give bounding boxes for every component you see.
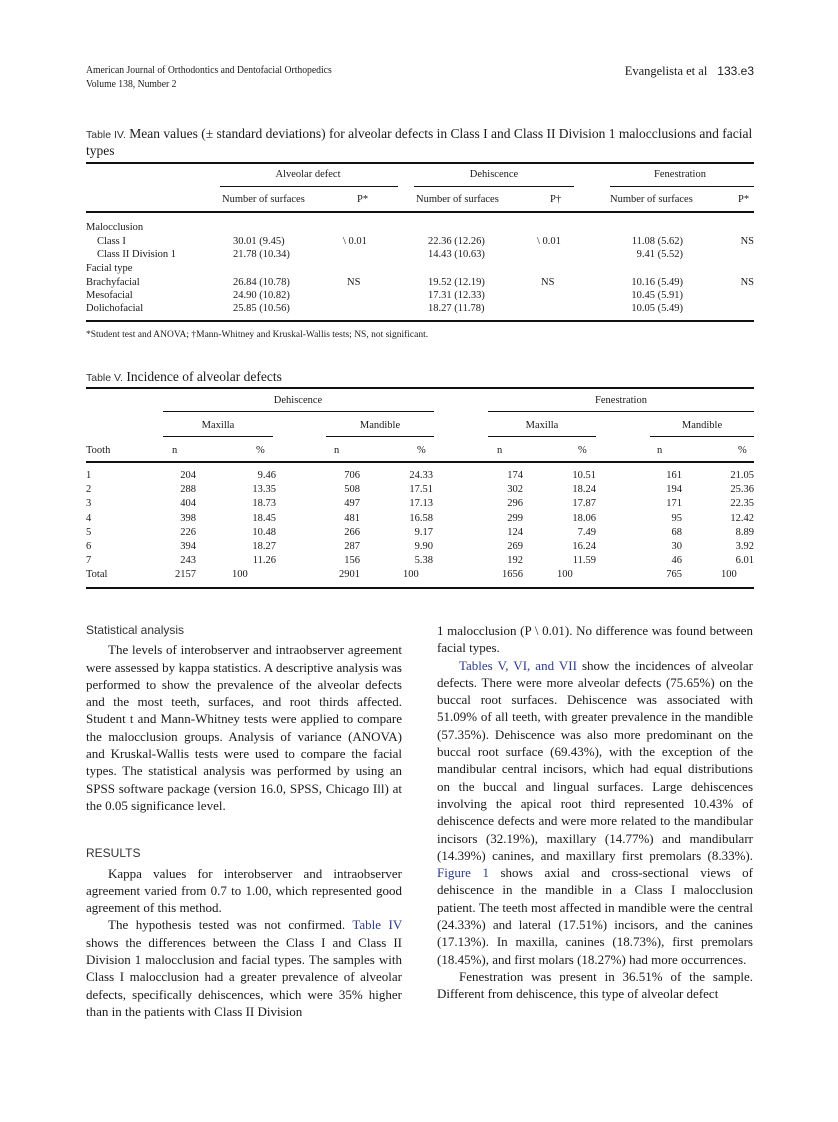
table5-cell: 8.89 bbox=[735, 526, 754, 538]
table5-cell: 204 bbox=[180, 470, 196, 481]
table5-cell: 30 bbox=[671, 541, 682, 552]
table5-cell: 9.17 bbox=[414, 526, 433, 538]
table5-col-header: n bbox=[172, 445, 178, 456]
table5-cell: 24.33 bbox=[409, 470, 433, 481]
table4-cell: 17.31 (12.33) bbox=[428, 290, 485, 301]
table5-row-label: Total bbox=[86, 569, 108, 581]
table4-row-label: Class II Division 1 bbox=[97, 249, 177, 260]
page-number: 133.e3 bbox=[717, 64, 754, 78]
text: show the incidences of alveolar defects. There were more alveolar defects (75.65%) on the buccal root surfaces. Dehiscence was associated with 51.09% of all teeth, with greater prevalence in the mandible (57.35%). Dehiscence was also more predominant on the buccal root surface (69.43%), with the exception of the mandibular central incisors, which had equal distributions on the buccal and lingual surfaces. Large dehiscences involving the apical root third represented 10.43% of dehiscence defects and were more related to the mandibular incisors (32.19%), maxillary (14.77%) and mandibularr (14.39%) canines, and maxillary first premolars (8.33%). bbox=[437, 657, 753, 863]
table5-subgroup: Maxilla bbox=[525, 420, 559, 431]
table5-header-rule bbox=[86, 461, 754, 463]
table5-cell: 288 bbox=[180, 484, 196, 496]
table5-cell: 18.45 bbox=[252, 512, 276, 524]
table5-cell: 95 bbox=[671, 512, 682, 524]
table4-cell: 19.52 (12.19) bbox=[428, 277, 485, 288]
table4-row-label: Class I bbox=[97, 236, 126, 247]
paragraph: Fenestration was present in 36.51% of the sample. Different from dehiscence, this type of alveolar defect bbox=[437, 968, 753, 1002]
left-column bbox=[86, 622, 402, 1020]
table5-cell: 17.13 bbox=[409, 498, 433, 510]
table4-row-label: Malocclusion bbox=[86, 222, 144, 233]
table5-row-label: 7 bbox=[86, 555, 92, 567]
section-heading-statistical-analysis: Statistical analysis bbox=[86, 623, 185, 637]
table5-col-header: % bbox=[738, 445, 747, 456]
paragraph bbox=[86, 916, 402, 1020]
table5-row-label: 1 bbox=[86, 470, 92, 481]
table5-cell: 100 bbox=[232, 569, 248, 581]
text: The hypothesis tested was not confirmed. bbox=[108, 917, 353, 933]
table5-col-header: n bbox=[657, 445, 663, 456]
table4-cell: 18.27 (11.78) bbox=[428, 303, 485, 314]
table5-cell: 9.46 bbox=[257, 470, 276, 481]
authors: Evangelista et al bbox=[624, 64, 708, 78]
running-header-left bbox=[86, 64, 332, 92]
table5-cell: 226 bbox=[180, 526, 196, 538]
table5-cell: 11.59 bbox=[572, 555, 596, 567]
table4-cell: 10.45 (5.91) bbox=[631, 290, 683, 301]
table4-header-rule bbox=[86, 211, 754, 213]
table5-col-header: % bbox=[578, 445, 587, 456]
table5-col-header: % bbox=[256, 445, 265, 456]
tables-v-vi-vii-link[interactable]: Tables V, VI, and VII bbox=[459, 657, 577, 673]
table4-footnote: *Student test and ANOVA; †Mann-Whitney and Kruskal-Wallis tests; NS, not significant. bbox=[86, 330, 429, 340]
table5-cell: 22.35 bbox=[730, 498, 754, 510]
journal-volume: Volume 138, Number 2 bbox=[86, 79, 177, 90]
table5-cell: 2901 bbox=[339, 569, 360, 581]
table4-cell: 24.90 (10.82) bbox=[233, 290, 290, 301]
table5-cell: 269 bbox=[507, 541, 523, 552]
table-iv-link[interactable]: Table IV bbox=[352, 917, 402, 933]
table5-row-header: Tooth bbox=[86, 445, 111, 456]
table5-col-header: % bbox=[417, 445, 426, 456]
table5-cell: 18.06 bbox=[572, 512, 596, 524]
table5-caption bbox=[86, 369, 758, 386]
table4-sub-header: P* bbox=[738, 194, 750, 205]
table5-subgroup: Maxilla bbox=[201, 420, 235, 431]
table4-row-label: Brachyfacial bbox=[86, 277, 140, 288]
paragraph bbox=[437, 657, 753, 968]
table5-subgroup: Mandible bbox=[681, 420, 723, 431]
table5-cell: 299 bbox=[507, 512, 523, 524]
table4-sub-header: Number of surfaces bbox=[610, 194, 693, 205]
table5-row-label: 5 bbox=[86, 526, 92, 538]
table4-cell: \ 0.01 bbox=[343, 236, 367, 247]
table5-cell: 100 bbox=[557, 569, 573, 581]
table4-row-label: Mesofacial bbox=[86, 290, 133, 301]
table5-cell: 194 bbox=[666, 484, 682, 496]
table5-cell: 156 bbox=[344, 555, 360, 567]
table4-cell: NS bbox=[347, 277, 361, 288]
table4-sub-header: Number of surfaces bbox=[416, 194, 499, 205]
table5-subgroup-rule bbox=[163, 436, 273, 437]
table4-sub-header: P* bbox=[357, 194, 369, 205]
table5-cell: 16.58 bbox=[409, 512, 433, 524]
table5-cell: 2157 bbox=[175, 569, 196, 581]
right-column bbox=[437, 622, 753, 1003]
table5-group-rule bbox=[163, 411, 434, 412]
table5-row-label: 6 bbox=[86, 541, 92, 552]
table5-cell: 287 bbox=[344, 541, 360, 552]
table5-cell: 174 bbox=[507, 470, 523, 481]
table5-row-label: 3 bbox=[86, 498, 92, 510]
table5-cell: 7.49 bbox=[577, 526, 596, 538]
table5-group-dehiscence: Dehiscence bbox=[273, 395, 323, 406]
journal-name: American Journal of Orthodontics and Dentofacial Orthopedics bbox=[86, 65, 332, 76]
table4-cell: 10.16 (5.49) bbox=[631, 277, 683, 288]
table5-cell: 398 bbox=[180, 512, 196, 524]
table5-cell: 9.90 bbox=[414, 541, 433, 552]
table5-group-rule bbox=[488, 411, 754, 412]
table4-cell: 11.08 (5.62) bbox=[631, 236, 683, 247]
table4-group-rule bbox=[220, 186, 398, 187]
table5-cell: 508 bbox=[344, 484, 360, 496]
figure-1-link[interactable]: Figure 1 bbox=[437, 865, 489, 881]
table5-label: Table V. bbox=[86, 372, 123, 384]
table5-subgroup: Mandible bbox=[359, 420, 401, 431]
table5-subgroup-rule bbox=[488, 436, 596, 437]
table4-cell: 26.84 (10.78) bbox=[233, 277, 290, 288]
table4-cell: 10.05 (5.49) bbox=[631, 303, 683, 314]
running-header-right bbox=[625, 64, 754, 78]
table5-subgroup-rule bbox=[650, 436, 754, 437]
table5-cell: 404 bbox=[180, 498, 196, 510]
table5-cell: 10.51 bbox=[572, 470, 596, 481]
table4-cell: 21.78 (10.34) bbox=[233, 249, 290, 260]
table5-row-label: 4 bbox=[86, 512, 92, 524]
table5-cell: 11.26 bbox=[252, 555, 276, 567]
table5-row-label: 2 bbox=[86, 484, 92, 496]
table4-row-label: Dolichofacial bbox=[86, 303, 144, 314]
table5-bottom-rule bbox=[86, 587, 754, 589]
table4-bottom-rule bbox=[86, 320, 754, 322]
table5-cell: 17.87 bbox=[572, 498, 596, 510]
table4-cell: 14.43 (10.63) bbox=[428, 249, 485, 260]
text: shows axial and cross-sectional views of dehiscence in the mandible in a Class I malocclusion patient. The teeth most affected in mandible were the central (24.33%) and lateral (17.51%) incisors, and the canines (17.13%). In maxilla, canines (18.73%), first premolars (18.45%), and first molars (18.27%) had more occurrences. bbox=[437, 865, 753, 967]
text: shows the differences between the Class I and Class II Division 1 malocclusion and facial types. The samples with Class I malocclusion had a greater prevalence of alveolar defects, specifically dehiscences, which were 35% higher than in the patients with Class II Division bbox=[86, 934, 402, 1019]
table5-col-header: n bbox=[497, 445, 503, 456]
table4-group-rule bbox=[610, 186, 754, 187]
table5-cell: 18.24 bbox=[572, 484, 596, 496]
table5-cell: 10.48 bbox=[252, 526, 276, 538]
table4-group-fenestration: Fenestration bbox=[654, 169, 706, 180]
table5-subgroup-rule bbox=[326, 436, 434, 437]
table5-cell: 21.05 bbox=[730, 470, 754, 481]
table5-cell: 706 bbox=[344, 470, 360, 481]
table4-cell: NS bbox=[740, 277, 754, 288]
table4-caption bbox=[86, 126, 758, 159]
table5-cell: 18.73 bbox=[252, 498, 276, 510]
table4-title: Mean values (± standard deviations) for alveolar defects in Class I and Class II Division 1 malocclusions and facial types bbox=[86, 126, 753, 158]
table5-cell: 68 bbox=[671, 526, 682, 538]
table4-cell: 22.36 (12.26) bbox=[428, 236, 485, 247]
table5-top-rule bbox=[86, 387, 754, 389]
table4-top-rule bbox=[86, 162, 754, 164]
paragraph: 1 malocclusion (P \ 0.01). No difference was found between facial types. bbox=[437, 623, 753, 656]
table5-cell: 302 bbox=[507, 484, 523, 496]
table5-cell: 243 bbox=[180, 555, 196, 567]
table4-label: Table IV. bbox=[86, 129, 126, 141]
table5-col-header: n bbox=[334, 445, 340, 456]
table4-cell: 25.85 (10.56) bbox=[233, 303, 290, 314]
table5-cell: 6.01 bbox=[735, 555, 754, 567]
table4-cell: \ 0.01 bbox=[537, 236, 561, 247]
table4-group-dehiscence: Dehiscence bbox=[469, 169, 519, 180]
table5-title: Incidence of alveolar defects bbox=[126, 369, 282, 384]
paragraph: Kappa values for interobserver and intraobserver agreement varied from 0.7 to 1.00, which represented good agreement of this method. bbox=[86, 865, 402, 916]
table4-cell: NS bbox=[740, 236, 754, 247]
table5-cell: 192 bbox=[507, 555, 523, 567]
table5-cell: 124 bbox=[507, 526, 523, 538]
table4-row-label: Facial type bbox=[86, 263, 133, 274]
table5-cell: 171 bbox=[666, 498, 682, 510]
table5-cell: 18.27 bbox=[252, 541, 276, 552]
table5-cell: 266 bbox=[344, 526, 360, 538]
table5-cell: 100 bbox=[403, 569, 419, 581]
table4-cell: NS bbox=[541, 277, 555, 288]
table5-cell: 497 bbox=[344, 498, 360, 510]
table4-group-rule bbox=[414, 186, 574, 187]
table5-cell: 100 bbox=[721, 569, 737, 581]
table5-cell: 765 bbox=[666, 569, 682, 581]
paragraph: The levels of interobserver and intraobserver agreement were assessed by kappa statistics. A descriptive analysis was performed to show the prevalence of the alveolar defects and the most teeth, surfaces, and root thirds affected. Student t and Mann-Whitney tests were applied to compare the malocclusion groups. Analysis of variance (ANOVA) and Kruskal-Wallis tests were used to compare the facial types. The statistical analysis was performed by using an SPSS software package (version 16.0, SPSS, Chicago Ill) at the 0.05 significance level. bbox=[86, 642, 402, 813]
table5-cell: 12.42 bbox=[730, 512, 754, 524]
table5-cell: 46 bbox=[671, 555, 682, 567]
table5-cell: 394 bbox=[180, 541, 196, 552]
section-heading-results: RESULTS bbox=[86, 846, 141, 861]
table5-cell: 161 bbox=[666, 470, 682, 481]
table5-cell: 296 bbox=[507, 498, 523, 510]
table5-group-fenestration: Fenestration bbox=[595, 395, 647, 406]
table5-cell: 3.92 bbox=[735, 541, 754, 552]
table5-cell: 481 bbox=[344, 512, 360, 524]
table4-group-alveolar: Alveolar defect bbox=[275, 169, 341, 180]
table4-cell: 9.41 (5.52) bbox=[636, 249, 683, 260]
table4-sub-header: Number of surfaces bbox=[222, 194, 305, 205]
table4-sub-header: P† bbox=[550, 194, 562, 205]
table5-cell: 5.38 bbox=[414, 555, 433, 567]
table5-cell: 1656 bbox=[502, 569, 523, 581]
table4-cell: 30.01 (9.45) bbox=[233, 236, 285, 247]
table5-cell: 16.24 bbox=[572, 541, 596, 552]
table5-cell: 25.36 bbox=[730, 484, 754, 496]
table5-cell: 13.35 bbox=[252, 484, 276, 496]
table5-cell: 17.51 bbox=[409, 484, 433, 496]
